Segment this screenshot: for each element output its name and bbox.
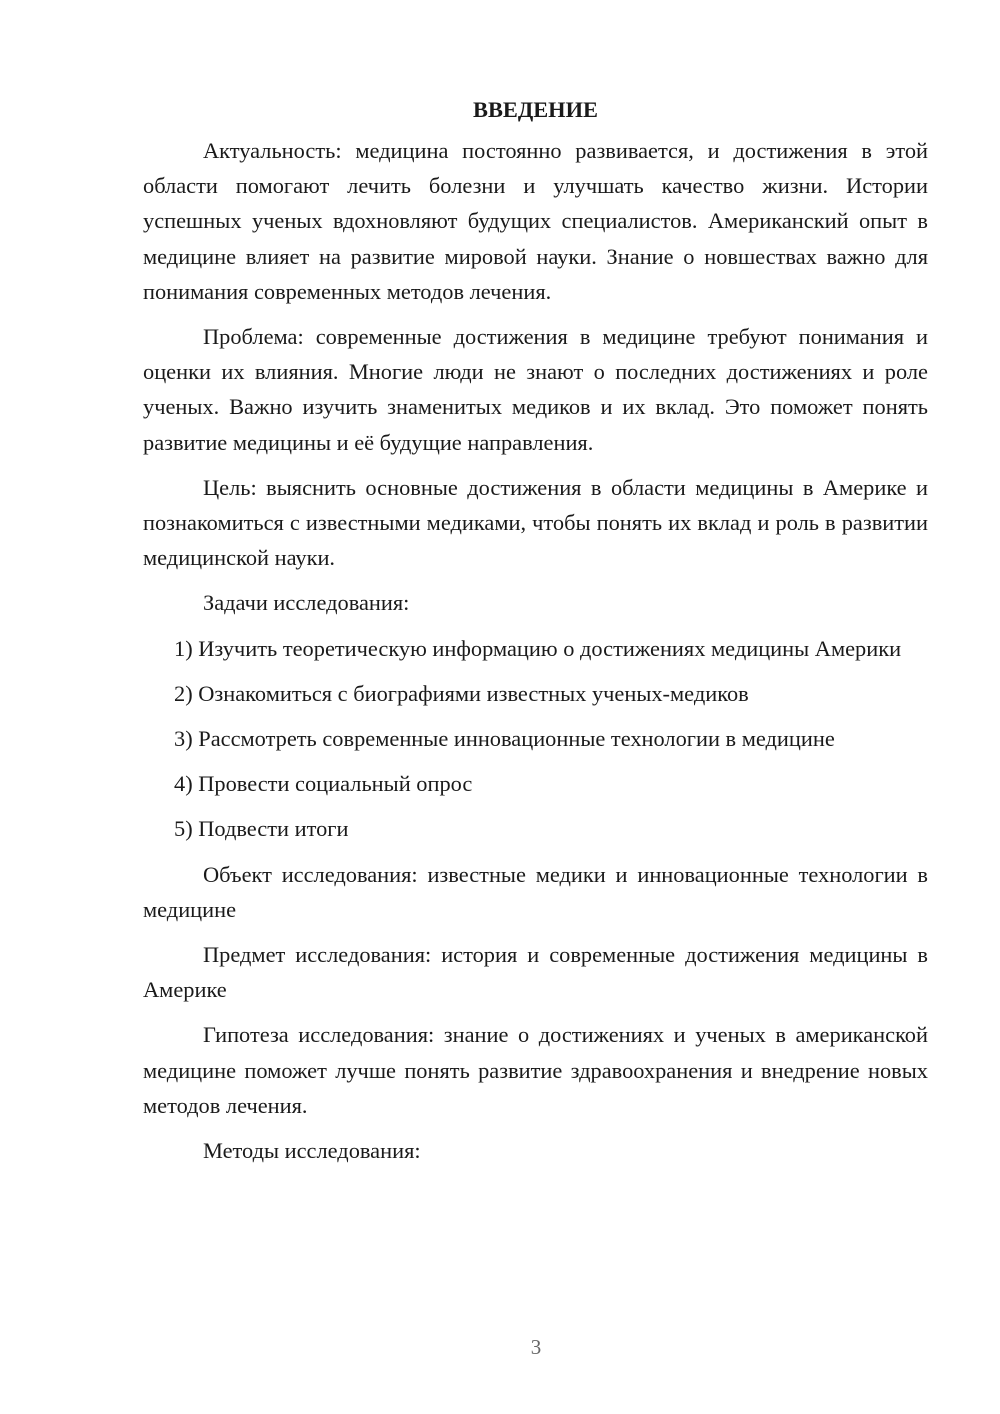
- task-item-5: 5) Подвести итоги: [174, 816, 349, 842]
- task-item-4: 4) Провести социальный опрос: [174, 771, 473, 797]
- page-number: 3: [530, 1335, 542, 1359]
- subject-paragraph: Предмет исследования: история и современные достижения медицины в Америке: [143, 942, 928, 1003]
- task-item-3: 3) Рассмотреть современные инновационные технологии в медицине: [174, 726, 835, 752]
- section-heading: ВВЕДЕНИЕ: [473, 97, 598, 122]
- task-item-2: 2) Ознакомиться с биографиями известных ученых-медиков: [174, 680, 749, 706]
- hypothesis-paragraph: Гипотеза исследования: знание о достижениях и ученых в американской медицине поможет лучше понять развитие здравоохранения и внедрение новых методов лечения.: [143, 1022, 928, 1118]
- relevance-paragraph: Актуальность: медицина постоянно развивается, и достижения в этой области помогают лечить болезни и улучшать качество жизни. Истории успешных ученых вдохновляют будущих специалистов. Американский опыт в медицине влияет на развитие мировой науки. Знание о новшествах важно для понимания современных методов лечения.: [143, 138, 928, 304]
- methods-paragraph: Методы исследования:: [203, 1138, 421, 1164]
- tasks-intro: Задачи исследования:: [203, 590, 410, 616]
- page-content: [143, 92, 928, 1178]
- problem-paragraph: Проблема: современные достижения в медицине требуют понимания и оценки их влияния. Многие люди не знают о последних достижениях и роле ученых. Важно изучить знаменитых медиков и их вклад. Это поможет понять развитие медицины и её будущие направления.: [143, 324, 928, 455]
- task-item-1: 1) Изучить теоретическую информацию о достижениях медицины Америки: [174, 635, 902, 661]
- goal-paragraph: Цель: выяснить основные достижения в области медицины в Америке и познакомиться с известными медиками, чтобы понять их вклад и роль в развитии медицинской науки.: [143, 474, 928, 571]
- object-paragraph: Объект исследования: известные медики и инновационные технологии в медицине: [143, 861, 928, 922]
